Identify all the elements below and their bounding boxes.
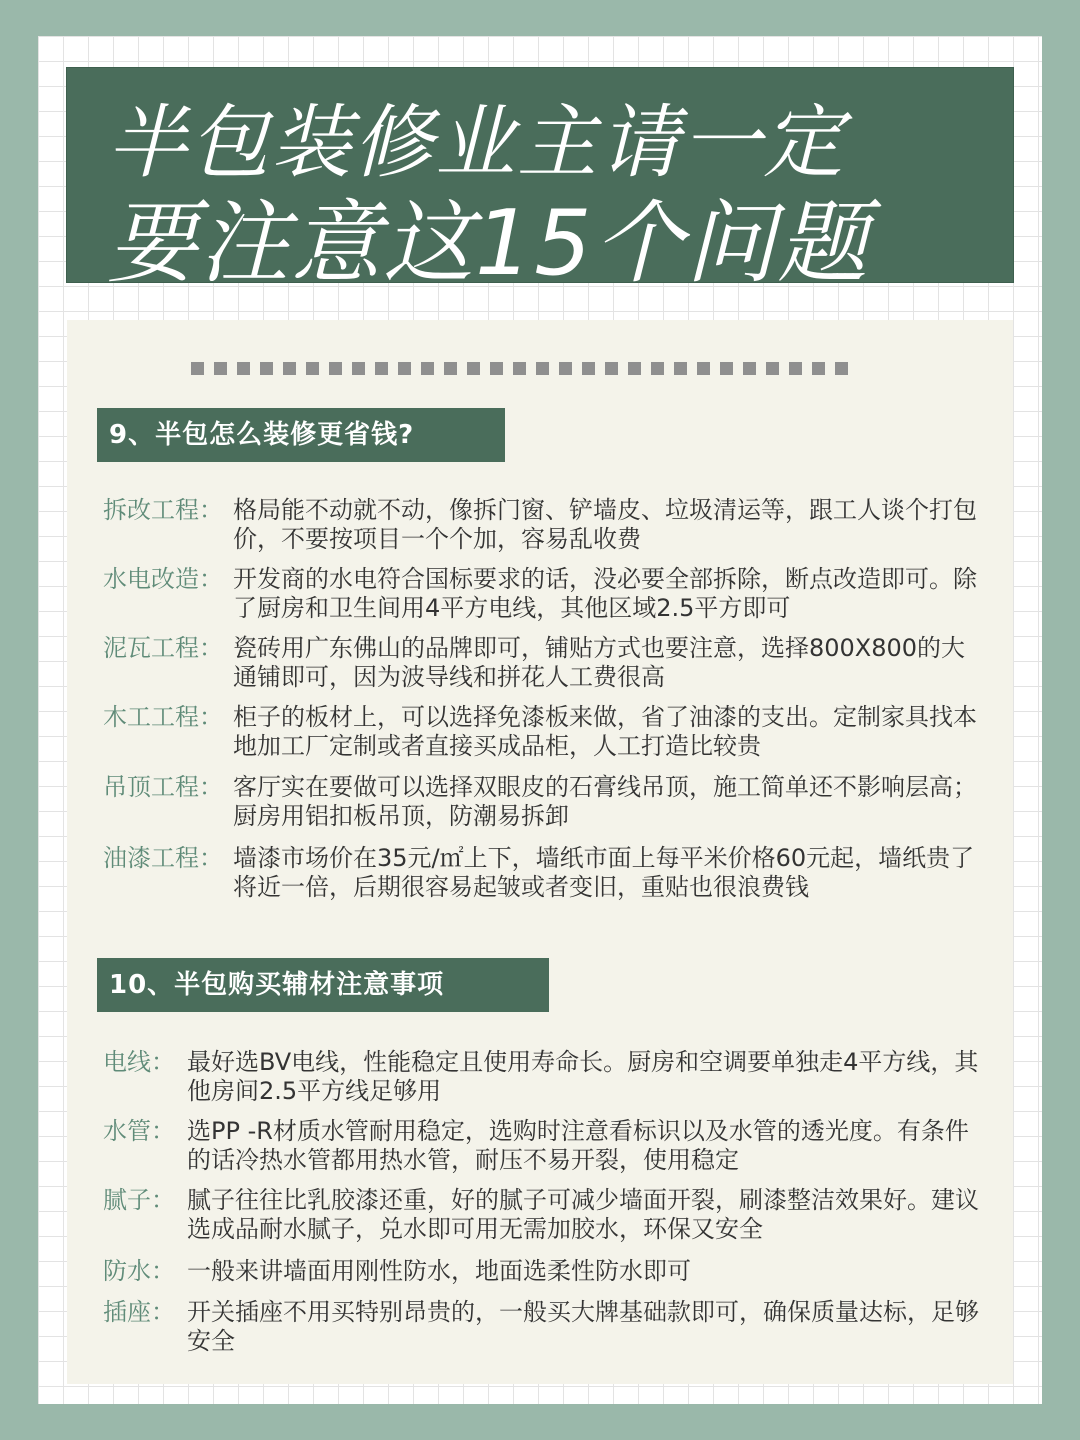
item-label: 水管：: [103, 1117, 175, 1145]
title-line-2: 要注意这15个问题: [107, 191, 870, 296]
title-line-1: 半包装修业主请一定: [107, 96, 845, 189]
dotted-divider: [191, 362, 848, 375]
list-item: [103, 496, 989, 554]
item-label: 腻子：: [103, 1186, 175, 1214]
list-item: [103, 703, 989, 761]
item-label: 泥瓦工程：: [103, 634, 223, 662]
content-panel: [67, 320, 1013, 1384]
item-text: 瓷砖用广东佛山的品牌即可，铺贴方式也要注意，选择800X800的大通铺即可，因为波导线和拼花人工费很高: [233, 634, 966, 691]
title-banner: [67, 68, 1013, 296]
item-text: 格局能不动就不动，像拆门窗、铲墙皮、垃圾清运等，跟工人谈个打包价，不要按项目一个个加，容易乱收费: [233, 496, 977, 553]
item-text: 最好选BV电线，性能稳定且使用寿命长。厨房和空调要单独走4平方线，其他房间2.5平方线足够用: [187, 1048, 979, 1105]
item-label: 防水：: [103, 1257, 175, 1285]
list-item: [103, 844, 989, 902]
item-text: 选PP -R材质水管耐用稳定，选购时注意看标识以及水管的透光度。有条件的话冷热水管都用热水管，耐压不易开裂，使用稳定: [187, 1117, 969, 1174]
item-text: 墙漆市场价在35元/㎡上下，墙纸市面上每平米价格60元起，墙纸贵了将近一倍，后期很容易起皱或者变旧，重贴也很浪费钱: [233, 844, 975, 901]
item-label: 吊顶工程：: [103, 773, 223, 801]
item-label: 水电改造：: [103, 565, 223, 593]
list-item: [103, 565, 989, 623]
item-text: 柜子的板材上，可以选择免漆板来做，省了油漆的支出。定制家具找本地加工厂定制或者直接买成品柜，人工打造比较贵: [233, 703, 977, 760]
section-heading-10: 10、半包购买辅材注意事项: [97, 958, 549, 1012]
item-label: 木工工程：: [103, 703, 223, 731]
item-text: 一般来讲墙面用刚性防水，地面选柔性防水即可: [187, 1257, 691, 1285]
item-text: 开发商的水电符合国标要求的话，没必要全部拆除，断点改造即可。除了厨房和卫生间用4平方电线，其他区域2.5平方即可: [233, 565, 977, 622]
list-item: [103, 773, 989, 831]
list-item: [103, 1257, 989, 1286]
item-label: 油漆工程：: [103, 844, 223, 872]
item-text: 客厅实在要做可以选择双眼皮的石膏线吊顶，施工简单还不影响层高；厨房用铝扣板吊顶，防潮易拆卸: [233, 773, 977, 830]
item-text: 腻子往往比乳胶漆还重，好的腻子可减少墙面开裂，刷漆整洁效果好。建议选成品耐水腻子，兑水即可用无需加胶水，环保又安全: [187, 1186, 979, 1243]
section-heading-9: 9、半包怎么装修更省钱?: [97, 408, 505, 462]
item-label: 插座：: [103, 1298, 175, 1326]
item-label: 拆改工程：: [103, 496, 223, 524]
list-item: [103, 1048, 989, 1106]
item-label: 电线：: [103, 1048, 175, 1076]
list-item: [103, 1186, 989, 1244]
list-item: [103, 1117, 989, 1175]
item-text: 开关插座不用买特别昂贵的，一般买大牌基础款即可，确保质量达标，足够安全: [187, 1298, 979, 1355]
list-item: [103, 634, 989, 692]
list-item: [103, 1298, 989, 1356]
